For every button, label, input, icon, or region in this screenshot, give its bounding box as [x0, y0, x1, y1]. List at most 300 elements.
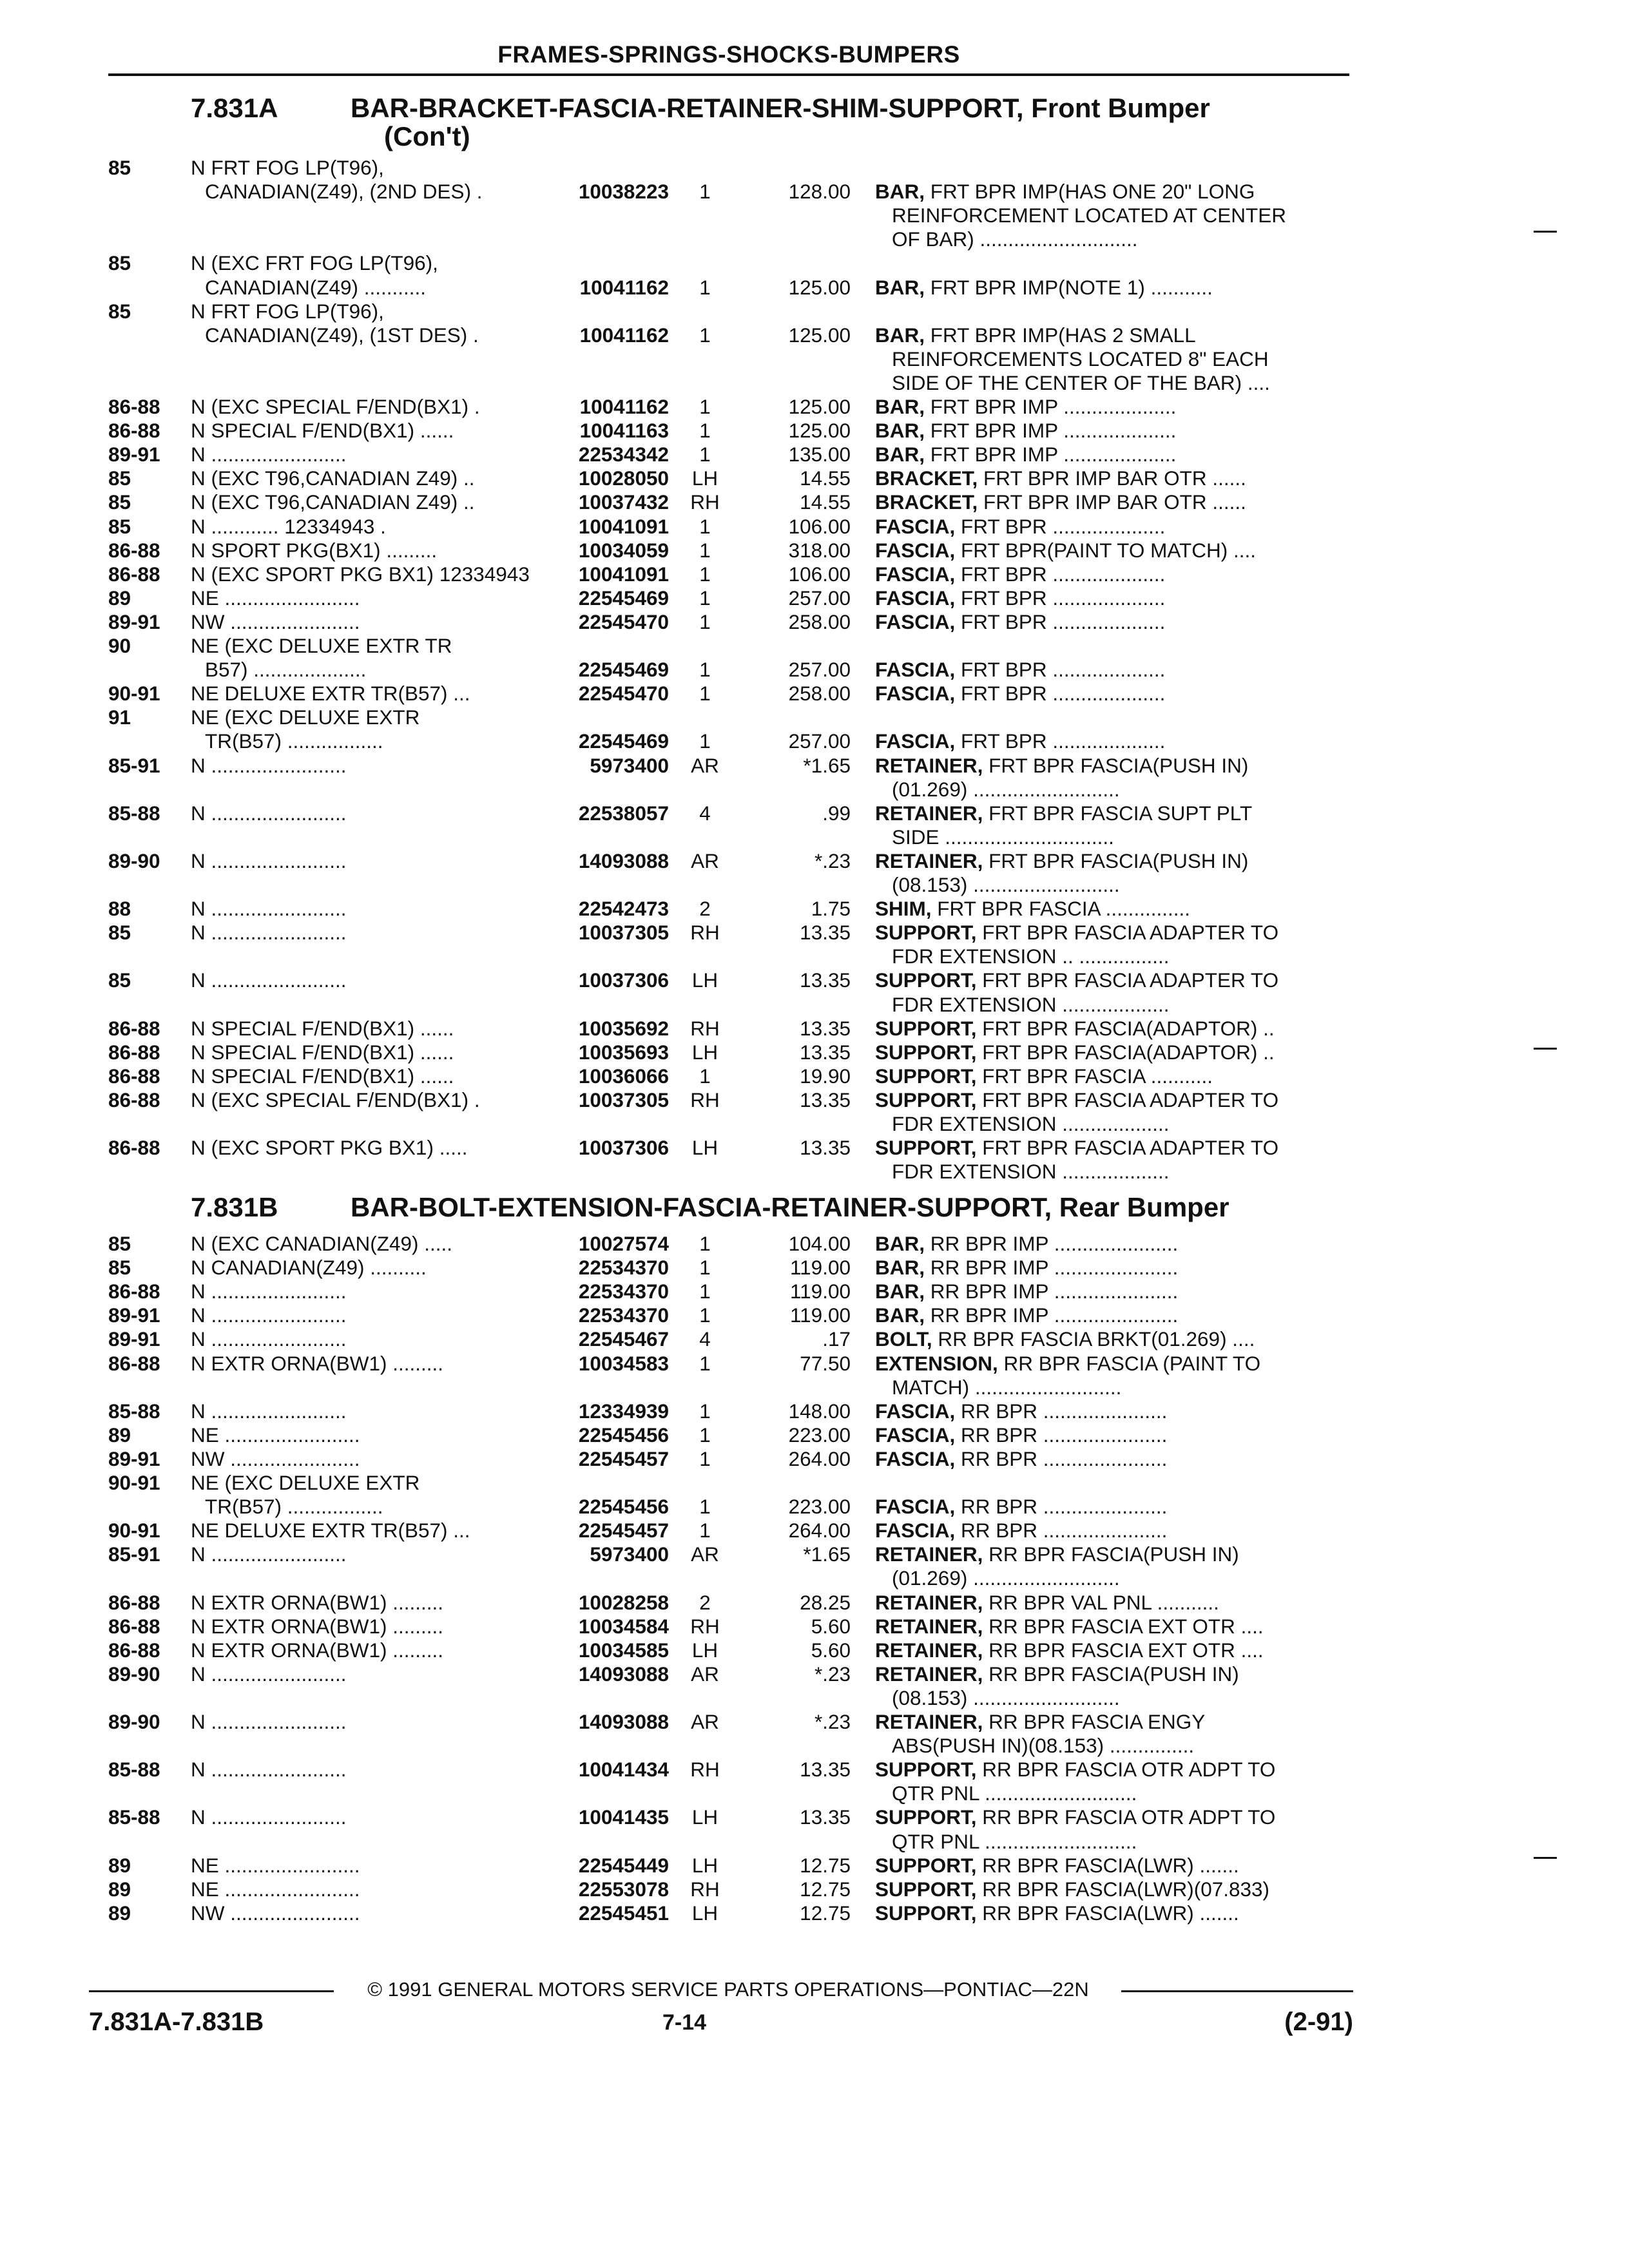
catalog-line	[0, 443, 1629, 466]
part-noun: RETAINER,	[875, 1710, 983, 1733]
model-years: 85-91	[108, 1542, 160, 1566]
model-years: 90-91	[108, 682, 160, 706]
part-noun: SUPPORT,	[875, 1853, 977, 1877]
part-description-text: FRT BPR FASCIA(PUSH IN)	[983, 849, 1249, 872]
part-description	[875, 1064, 1352, 1088]
quantity: 1	[699, 658, 711, 682]
part-noun: EXTENSION,	[875, 1351, 998, 1375]
part-description	[875, 586, 1352, 610]
quantity: RH	[690, 1016, 720, 1040]
model-years: 85	[108, 490, 131, 514]
quantity: 2	[699, 1590, 711, 1614]
part-number: 22545467	[578, 1327, 669, 1351]
part-number: 22534370	[578, 1280, 669, 1303]
part-description-text: RR BPR IMP ......................	[925, 1232, 1179, 1255]
part-number: 22534342	[578, 443, 669, 466]
part-description-text: FRT BPR ....................	[955, 562, 1166, 586]
usage-condition: CANADIAN(Z49) ...........	[205, 275, 427, 299]
part-noun: RETAINER,	[875, 1542, 983, 1566]
part-description	[875, 1639, 1352, 1662]
catalog-line	[0, 1758, 1629, 1782]
part-noun: SUPPORT,	[875, 1064, 977, 1088]
model-years: 89	[108, 1853, 131, 1877]
part-description	[892, 1160, 1352, 1184]
usage-condition: N ........................	[191, 849, 347, 872]
catalog-line	[0, 945, 1629, 968]
price: 148.00	[788, 1399, 851, 1423]
catalog-line	[0, 802, 1629, 825]
usage-condition: N (EXC FRT FOG LP(T96),	[191, 251, 438, 275]
part-description	[875, 1399, 1352, 1423]
quantity: 1	[699, 1064, 711, 1088]
quantity: LH	[691, 466, 718, 490]
quantity: 1	[699, 180, 711, 204]
catalog-line	[0, 1160, 1629, 1184]
part-description-text: RR BPR IMP ......................	[925, 1303, 1179, 1327]
catalog-line	[0, 1232, 1629, 1256]
part-number: 5973400	[590, 1542, 669, 1566]
part-description	[875, 466, 1352, 490]
quantity: 1	[699, 1446, 711, 1470]
part-description-text: RR BPR FASCIA BRKT(01.269) ....	[932, 1327, 1255, 1351]
usage-condition: N SPECIAL F/END(BX1) ......	[191, 1016, 454, 1040]
part-description-text: FRT BPR FASCIA ...............	[931, 897, 1190, 921]
model-years: 89-91	[108, 1303, 160, 1327]
footer-revision: (2-91)	[1284, 2008, 1353, 2036]
part-description	[875, 1662, 1352, 1686]
price: 5.60	[811, 1638, 851, 1662]
part-description-text: FRT BPR FASCIA ADAPTER TO	[976, 1136, 1279, 1160]
part-noun: RETAINER,	[875, 1614, 983, 1638]
catalog-line	[0, 1591, 1629, 1615]
usage-condition: N ........................	[191, 1710, 347, 1733]
margin-mark	[1534, 1857, 1557, 1859]
part-noun: SUPPORT,	[875, 1040, 977, 1064]
catalog-line	[0, 1805, 1629, 1829]
usage-condition: NE DELUXE EXTR TR(B57) ...	[191, 682, 470, 706]
usage-condition: NE ........................	[191, 586, 360, 610]
catalog-line	[0, 1566, 1629, 1590]
price: .99	[822, 801, 851, 825]
model-years: 85	[108, 156, 131, 179]
price: .17	[822, 1327, 851, 1351]
part-noun: RETAINER,	[875, 801, 983, 825]
part-description	[892, 1782, 1352, 1805]
price: 13.35	[800, 968, 851, 992]
part-description-text: RR BPR FASCIA EXT OTR ....	[983, 1614, 1264, 1638]
catalog-line	[0, 1471, 1629, 1495]
quantity: LH	[691, 1040, 718, 1064]
part-description-text: (08.153) ..........................	[892, 873, 1120, 896]
part-description-text: RR BPR FASCIA EXT OTR ....	[983, 1638, 1264, 1662]
quantity: 4	[699, 1327, 711, 1351]
catalog-line	[0, 921, 1629, 945]
part-noun: BAR,	[875, 180, 925, 204]
price: *.23	[814, 1710, 851, 1733]
model-years: 85	[108, 968, 131, 992]
part-description	[875, 1017, 1352, 1041]
part-description	[892, 1566, 1352, 1590]
part-number: 22545470	[578, 682, 669, 706]
catalog-line	[0, 156, 1629, 180]
price: 12.75	[800, 1853, 851, 1877]
catalog-line	[0, 658, 1629, 682]
part-noun: RETAINER,	[875, 1638, 983, 1662]
model-years: 89-91	[108, 443, 160, 466]
part-number: 10041434	[578, 1758, 669, 1782]
usage-condition: N ........................	[191, 1303, 347, 1327]
quantity: 1	[699, 395, 711, 418]
price: 13.35	[800, 1136, 851, 1160]
part-description-text: FRT BPR FASCIA ADAPTER TO	[976, 968, 1279, 992]
catalog-line	[0, 729, 1629, 753]
catalog-line	[0, 1064, 1629, 1088]
catalog-line	[0, 1399, 1629, 1423]
usage-condition: N (EXC T96,CANADIAN Z49) ..	[191, 466, 475, 490]
part-number: 10037432	[578, 490, 669, 514]
catalog-line	[0, 466, 1629, 490]
part-number: 22542473	[578, 897, 669, 921]
model-years: 86-88	[108, 1088, 160, 1111]
part-description-text: SIDE OF THE CENTER OF THE BAR) ....	[892, 370, 1270, 394]
usage-condition: NE (EXC DELUXE EXTR	[191, 1471, 420, 1494]
price: *.23	[814, 849, 851, 872]
usage-condition: N ........................	[191, 1542, 347, 1566]
price: 128.00	[788, 180, 851, 204]
usage-condition: N ............ 12334943 .	[191, 514, 386, 538]
part-description-text: FRT BPR IMP(NOTE 1) ...........	[925, 275, 1213, 299]
model-years: 86-88	[108, 1590, 160, 1614]
usage-condition: N ........................	[191, 968, 347, 992]
catalog-line	[0, 1352, 1629, 1376]
catalog-line	[0, 1256, 1629, 1280]
part-description-text: RR BPR ......................	[955, 1399, 1168, 1423]
model-years: 86-88	[108, 1638, 160, 1662]
part-noun: RETAINER,	[875, 849, 983, 872]
price: *1.65	[803, 753, 851, 777]
quantity: LH	[691, 1853, 718, 1877]
quantity: 1	[699, 1351, 711, 1375]
part-noun: SUPPORT,	[875, 1136, 977, 1160]
part-noun: FASCIA,	[875, 1423, 956, 1446]
part-description	[875, 1519, 1352, 1542]
quantity: 1	[699, 1399, 711, 1423]
part-description	[875, 1423, 1352, 1447]
catalog-line	[0, 1734, 1629, 1758]
part-description	[892, 227, 1352, 251]
part-description	[875, 1041, 1352, 1064]
part-number: 22545469	[578, 658, 669, 682]
part-description	[875, 1232, 1352, 1256]
part-description	[875, 515, 1352, 539]
part-noun: BAR,	[875, 275, 925, 299]
section-title: BAR-BRACKET-FASCIA-RETAINER-SHIM-SUPPORT, Front Bumper	[351, 93, 1210, 123]
part-description-text: REINFORCEMENTS LOCATED 8" EACH	[892, 347, 1269, 370]
catalog-line	[0, 1423, 1629, 1447]
quantity: LH	[691, 968, 718, 992]
model-years: 89-91	[108, 1327, 160, 1351]
part-description	[875, 443, 1352, 466]
model-years: 86-88	[108, 1040, 160, 1064]
part-noun: FASCIA,	[875, 682, 956, 706]
usage-condition: B57) ....................	[205, 658, 367, 682]
part-description-text: RR BPR FASCIA OTR ADPT TO	[976, 1758, 1276, 1782]
part-description-text: FRT BPR IMP ....................	[925, 419, 1177, 443]
part-description	[875, 562, 1352, 586]
model-years: 89	[108, 1901, 131, 1925]
price: 125.00	[788, 419, 851, 443]
price: 104.00	[788, 1232, 851, 1255]
catalog-line	[0, 754, 1629, 778]
catalog-line	[0, 682, 1629, 706]
footer-section-range: 7.831A-7.831B	[89, 2008, 264, 2036]
part-number: 10027574	[578, 1232, 669, 1255]
running-header: FRAMES-SPRINGS-SHOCKS-BUMPERS	[497, 41, 960, 68]
model-years: 89	[108, 1877, 131, 1901]
part-description	[875, 897, 1352, 921]
catalog-line	[0, 1542, 1629, 1566]
quantity: RH	[690, 1877, 720, 1901]
catalog-line	[0, 562, 1629, 586]
part-description-text: FRT BPR FASCIA ADAPTER TO	[976, 1088, 1279, 1111]
catalog-line	[0, 1327, 1629, 1351]
part-description	[875, 729, 1352, 753]
part-description-text: REINFORCEMENT LOCATED AT CENTER	[892, 204, 1286, 227]
part-number: 22545456	[578, 1495, 669, 1519]
price: *.23	[814, 1662, 851, 1686]
part-description-text: QTR PNL ...........................	[892, 1829, 1137, 1853]
part-description	[875, 754, 1352, 778]
catalog-line	[0, 515, 1629, 539]
part-description-text: FRT BPR ....................	[955, 729, 1166, 753]
usage-condition: NE ........................	[191, 1423, 360, 1446]
part-description-text: FRT BPR ....................	[955, 610, 1166, 633]
quantity: RH	[690, 1088, 720, 1111]
part-noun: FASCIA,	[875, 658, 956, 682]
part-number: 22538057	[578, 801, 669, 825]
part-number: 10037305	[578, 921, 669, 945]
part-number: 22545456	[578, 1423, 669, 1446]
usage-condition: N (EXC T96,CANADIAN Z49) ..	[191, 490, 475, 514]
catalog-line	[0, 1112, 1629, 1136]
catalog-line	[0, 1639, 1629, 1662]
part-description-text: FRT BPR IMP(HAS 2 SMALL	[925, 323, 1196, 347]
price: 257.00	[788, 586, 851, 610]
part-number: 10028050	[578, 466, 669, 490]
catalog-line	[0, 1710, 1629, 1734]
catalog-line	[0, 825, 1629, 849]
quantity: 1	[699, 419, 711, 443]
usage-condition: N EXTR ORNA(BW1) .........	[191, 1351, 444, 1375]
part-noun: SUPPORT,	[875, 968, 977, 992]
quantity: 1	[699, 1280, 711, 1303]
catalog-line	[0, 1901, 1629, 1925]
quantity: 1	[699, 610, 711, 633]
part-number: 10036066	[578, 1064, 669, 1088]
quantity: RH	[690, 1758, 720, 1782]
part-number: 10041162	[579, 395, 669, 418]
part-number: 22545470	[578, 610, 669, 633]
usage-condition: N ........................	[191, 1280, 347, 1303]
usage-condition: N ........................	[191, 801, 347, 825]
part-description-text: RR BPR IMP ......................	[925, 1256, 1179, 1280]
part-number: 22545451	[578, 1901, 669, 1925]
header-rule	[108, 73, 1349, 76]
part-description-text: (01.269) ..........................	[892, 1566, 1120, 1590]
quantity: 1	[699, 1256, 711, 1280]
part-description	[875, 395, 1352, 419]
part-description	[875, 1591, 1352, 1615]
catalog-line	[0, 706, 1629, 729]
quantity: AR	[691, 1710, 719, 1733]
part-noun: BAR,	[875, 1280, 925, 1303]
model-years: 85	[108, 1232, 131, 1255]
catalog-line	[0, 300, 1629, 323]
model-years: 90	[108, 634, 131, 657]
part-number: 10037306	[578, 968, 669, 992]
price: 14.55	[800, 490, 851, 514]
part-description-text: FRT BPR(PAINT TO MATCH) ....	[955, 538, 1256, 562]
price: 264.00	[788, 1519, 851, 1542]
part-description-text: FRT BPR FASCIA ...........	[976, 1064, 1213, 1088]
part-description	[875, 1542, 1352, 1566]
part-description-text: ABS(PUSH IN)(08.153) ...............	[892, 1734, 1195, 1758]
part-number: 14093088	[578, 1662, 669, 1686]
quantity: AR	[691, 1542, 719, 1566]
model-years: 89-90	[108, 1710, 160, 1733]
price: 119.00	[789, 1280, 851, 1303]
part-noun: BAR,	[875, 323, 925, 347]
usage-condition: N FRT FOG LP(T96),	[191, 299, 384, 323]
part-description-text: FRT BPR FASCIA SUPT PLT	[983, 801, 1253, 825]
part-number: 10034583	[578, 1351, 669, 1375]
part-noun: FASCIA,	[875, 1399, 956, 1423]
usage-condition: N ........................	[191, 753, 347, 777]
usage-condition: N ........................	[191, 1805, 347, 1829]
part-noun: SUPPORT,	[875, 1901, 977, 1925]
model-years: 90-91	[108, 1519, 160, 1542]
usage-condition: N ........................	[191, 443, 347, 466]
part-noun: BRACKET,	[875, 490, 978, 514]
catalog-line	[0, 395, 1629, 419]
part-number: 22534370	[578, 1256, 669, 1280]
usage-condition: N ........................	[191, 1662, 347, 1686]
usage-condition: N SPECIAL F/END(BX1) ......	[191, 419, 454, 443]
part-description-text: RR BPR FASCIA OTR ADPT TO	[976, 1805, 1276, 1829]
quantity: 1	[699, 323, 711, 347]
catalog-line	[0, 1280, 1629, 1303]
usage-condition: N ........................	[191, 1758, 347, 1782]
part-description-text: FDR EXTENSION .. ................	[892, 945, 1170, 968]
part-noun: FASCIA,	[875, 1495, 956, 1519]
model-years: 89-91	[108, 610, 160, 633]
model-years: 86-88	[108, 1064, 160, 1088]
model-years: 85-91	[108, 753, 160, 777]
part-description-text: FDR EXTENSION ...................	[892, 992, 1170, 1016]
model-years: 86-88	[108, 538, 160, 562]
part-description	[875, 1303, 1352, 1327]
part-noun: SUPPORT,	[875, 921, 977, 945]
usage-condition: CANADIAN(Z49), (2ND DES) .	[205, 180, 483, 204]
price: 13.35	[800, 1758, 851, 1782]
part-number: 12334939	[578, 1399, 669, 1423]
catalog-line	[0, 1376, 1629, 1399]
part-description-text: (08.153) ..........................	[892, 1686, 1120, 1709]
quantity: 1	[699, 1232, 711, 1255]
price: 257.00	[788, 729, 851, 753]
catalog-line	[0, 276, 1629, 300]
part-number: 22534370	[578, 1303, 669, 1327]
usage-condition: N (EXC SPORT PKG BX1) 12334943	[191, 562, 530, 586]
part-number: 10028258	[578, 1590, 669, 1614]
part-description	[875, 276, 1352, 300]
part-description	[875, 1854, 1352, 1878]
part-noun: BAR,	[875, 443, 925, 466]
usage-condition: N EXTR ORNA(BW1) .........	[191, 1590, 444, 1614]
catalog-line	[0, 1830, 1629, 1854]
catalog-line	[0, 1662, 1629, 1686]
model-years: 85-88	[108, 1399, 160, 1423]
price: 77.50	[800, 1351, 851, 1375]
part-noun: RETAINER,	[875, 1590, 983, 1614]
part-noun: RETAINER,	[875, 753, 983, 777]
part-noun: SUPPORT,	[875, 1016, 977, 1040]
usage-condition: TR(B57) .................	[205, 729, 383, 753]
part-description-text: FRT BPR ....................	[955, 586, 1166, 610]
quantity: RH	[690, 921, 720, 945]
part-description-text: RR BPR VAL PNL ...........	[983, 1590, 1219, 1614]
quantity: 1	[699, 1303, 711, 1327]
price: 5.60	[811, 1614, 851, 1638]
part-description	[875, 1805, 1352, 1829]
price: 223.00	[788, 1495, 851, 1519]
price: 223.00	[788, 1423, 851, 1446]
catalog-line	[0, 778, 1629, 802]
part-description	[892, 347, 1352, 371]
section-code: 7.831A	[191, 93, 278, 123]
part-noun: FASCIA,	[875, 729, 956, 753]
part-number: 10034585	[578, 1638, 669, 1662]
price: 119.00	[789, 1303, 851, 1327]
quantity: AR	[691, 1662, 719, 1686]
part-description	[875, 539, 1352, 562]
part-description-text: QTR PNL ...........................	[892, 1782, 1137, 1805]
part-number: 10041091	[578, 514, 669, 538]
part-description	[875, 1352, 1352, 1376]
model-years: 90-91	[108, 1471, 160, 1494]
part-description	[875, 802, 1352, 825]
price: 1.75	[811, 897, 851, 921]
part-noun: FASCIA,	[875, 562, 956, 586]
part-description	[892, 945, 1352, 968]
part-description-text: RR BPR FASCIA(LWR)(07.833)	[976, 1877, 1270, 1901]
model-years: 89	[108, 1423, 131, 1446]
model-years: 85-88	[108, 801, 160, 825]
usage-condition: N SPECIAL F/END(BX1) ......	[191, 1040, 454, 1064]
usage-condition: N (EXC SPECIAL F/END(BX1) .	[191, 1088, 480, 1111]
usage-condition: N EXTR ORNA(BW1) .........	[191, 1614, 444, 1638]
quantity: AR	[691, 753, 719, 777]
part-description	[875, 849, 1352, 873]
part-description	[892, 1376, 1352, 1399]
usage-condition: N ........................	[191, 1327, 347, 1351]
section-code: 7.831B	[191, 1192, 278, 1222]
quantity: 2	[699, 897, 711, 921]
model-years: 88	[108, 897, 131, 921]
price: 125.00	[788, 323, 851, 347]
price: 13.35	[800, 1805, 851, 1829]
usage-condition: NE (EXC DELUXE EXTR TR	[191, 634, 452, 657]
